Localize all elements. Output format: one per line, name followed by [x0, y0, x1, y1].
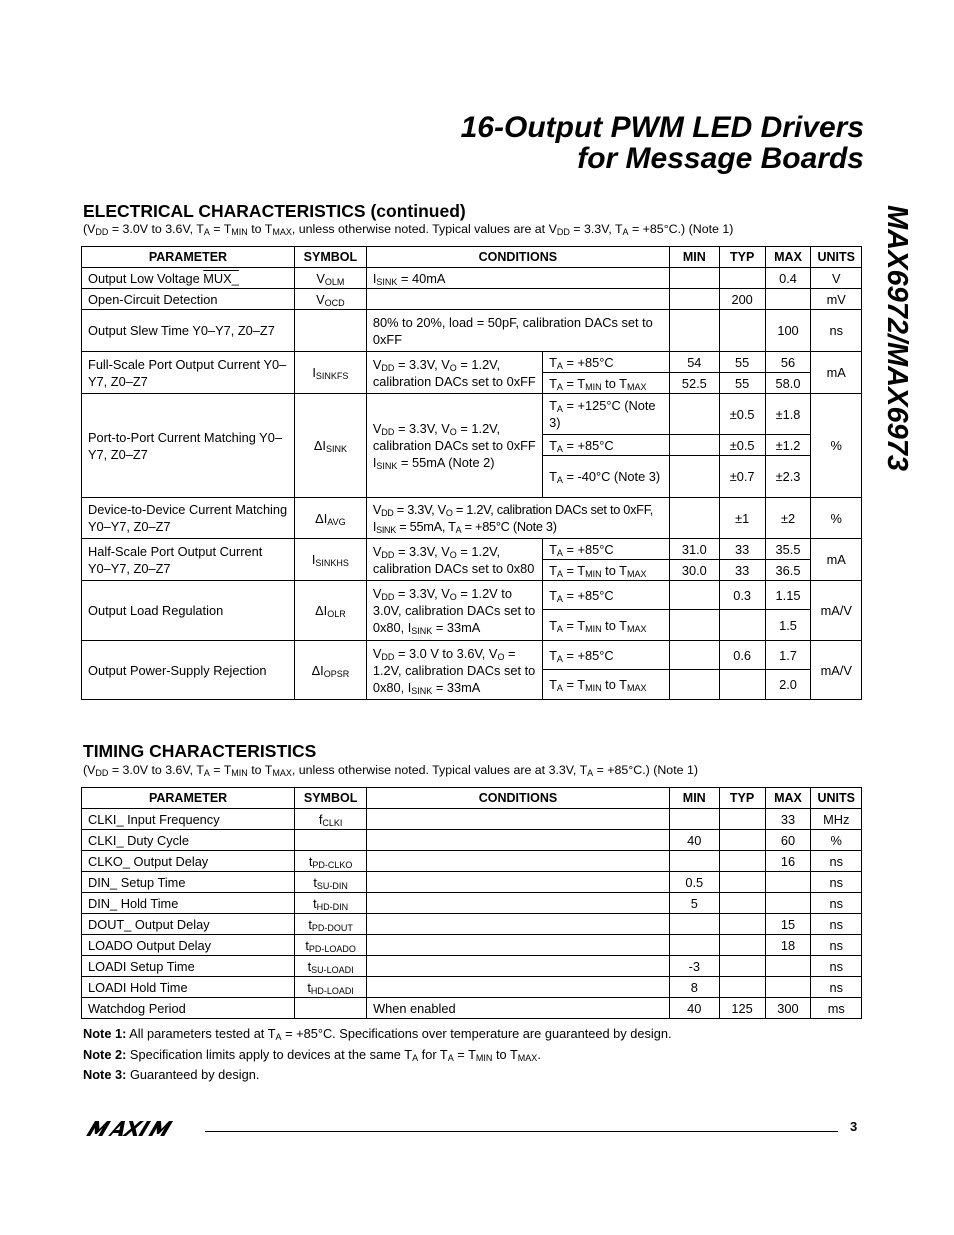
table-row: LOADI Hold Time $t_{HD-LOADI}$ 8 ns [82, 977, 862, 998]
table-row: $T_A = T_{MIN}$ to $T_{MAX}$ 52.5 55 58.0 [82, 373, 862, 394]
table-row: Half-Scale Port Output Current Y0–Y7, Z0–Z7 $I_{SINKHS}$ $V_{DD} = 3.3V$, $V_O = 1.2V$, calibration DACs set to 0x80 $T_A = +85^\circ C$ 31.0 33 35.5 mA [82, 539, 862, 560]
col-typ: TYP [719, 247, 765, 268]
tc-conditions-note: ($V_{DD} = 3.0V$ to 3.6V, $T_A = T_{MIN}$ to $T_{MAX}$, unless otherwise noted. Typical values are at 3.3V, $T_A = +85^\circ C$.) (Note 1) [83, 763, 698, 778]
cond-cell: $I_{SINK} = 40mA$ [366, 268, 669, 289]
symbol-cell: $t_{PD-CLKO}$ [295, 851, 367, 872]
symbol-cell: $t_{PD-LOADO}$ [295, 935, 367, 956]
subcond-cell: $T_A = +85^\circ C$ [543, 581, 670, 610]
subcond-cell: $T_A = -40^\circ C$ (Note 3) [543, 456, 670, 498]
table-row: DIN_ Setup Time $t_{SU-DIN}$ 0.5 ns [82, 872, 862, 893]
table-row: Output Slew Time Y0–Y7, Z0–Z7 80% to 20%, load = 50pF, calibration DACs set to 0xFF 100 ns [82, 310, 862, 352]
page-number: 3 [850, 1119, 858, 1134]
table-row: DIN_ Hold Time $t_{HD-DIN}$ 5 ns [82, 893, 862, 914]
note-3: Note 3: Guaranteed by design. [83, 1067, 260, 1082]
symbol-cell: $\Delta I_{OLR}$ [294, 581, 366, 641]
cond-cell: $V_{DD} = 3.3V$, $V_O = 1.2V$ to 3.0V, calibration DACs set to 0x80, $I_{SINK} = 33mA$ [366, 581, 542, 641]
table-row: CLKO_ Output Delay $t_{PD-CLKO}$ 16 ns [82, 851, 862, 872]
note-1: Note 1: All parameters tested at $T_A = +85^\circ C$. Specifications over temperature are guaranteed by design. [83, 1026, 672, 1042]
table-row: $T_A = +85^\circ C$ ±0.5 ±1.2 [82, 435, 862, 456]
subcond-cell: $T_A = T_{MIN}$ to $T_{MAX}$ [543, 670, 670, 700]
col-conditions: CONDITIONS [366, 247, 669, 268]
table-row: LOADO Output Delay $t_{PD-LOADO}$ 18 ns [82, 935, 862, 956]
table-row: LOADI Setup Time $t_{SU-LOADI}$ -3 ns [82, 956, 862, 977]
cond-cell: $V_{DD} = 3.0$ V to 3.6V, $V_O = 1.2V$, calibration DACs set to 0x80, $I_{SINK} = 33mA$ [366, 641, 542, 700]
footer-rule [205, 1131, 838, 1132]
table-row: Open-Circuit Detection $V_{OCD}$ 200 mV [82, 289, 862, 310]
cond-cell: $V_{DD} = 3.3V$, $V_O = 1.2V$, calibration DACs set to 0xFF, $I_{SINK} = 55mA$, $T_A = +85^\circ C$ (Note 3) [366, 498, 669, 539]
symbol-cell: $\Delta I_{AVG}$ [294, 498, 366, 539]
table-row: $T_A = T_{MIN}$ to $T_{MAX}$ 30.0 33 36.5 [82, 560, 862, 581]
table-row: Full-Scale Port Output Current Y0–Y7, Z0–Z7 $I_{SINKFS}$ $V_{DD} = 3.3V$, $V_O = 1.2V$, calibration DACs set to 0xFF $T_A = +85^\circ C$ 54 55 56 mA [82, 352, 862, 373]
table-row: CLKI_ Duty Cycle 40 60 % [82, 830, 862, 851]
subcond-cell: $T_A = +125^\circ C$ (Note 3) [543, 394, 670, 435]
col-units: UNITS [811, 247, 862, 268]
table-row: CLKI_ Input Frequency $f_{CLKI}$ 33 MHz [82, 809, 862, 830]
symbol-cell: $V_{OCD}$ [294, 289, 366, 310]
col-symbol: SYMBOL [294, 247, 366, 268]
symbol-cell: $t_{PD-DOUT}$ [295, 914, 367, 935]
subcond-cell: $T_A = +85^\circ C$ [543, 352, 670, 373]
symbol-cell: $I_{SINKHS}$ [294, 539, 366, 581]
tc-heading: TIMING CHARACTERISTICS [83, 741, 317, 761]
table-row: $T_A = -40^\circ C$ (Note 3) ±0.7 ±2.3 [82, 456, 862, 498]
table-row: DOUT_ Output Delay $t_{PD-DOUT}$ 15 ns [82, 914, 862, 935]
table-row: Device-to-Device Current Matching Y0–Y7, Z0–Z7 $\Delta I_{AVG}$ $V_{DD} = 3.3V$, $V_O = 1.2V$, calibration DACs set to 0xFF, $I_{SINK} = 55mA$, $T_A = +85^\circ C$ (Note 3) ±1 ±2 % [82, 498, 862, 539]
table-header-row [82, 247, 862, 268]
table-row: Output Low Voltage MUX_ $V_{OLM}$ $I_{SINK} = 40mA$ 0.4 V [82, 268, 862, 289]
symbol-cell: $I_{SINKFS}$ [294, 352, 366, 394]
symbol-cell: $t_{SU-DIN}$ [295, 872, 367, 893]
page-title: 16-Output PWM LED Drivers for Message Boards [460, 111, 864, 175]
tc-table [81, 787, 862, 1019]
col-max: MAX [765, 247, 811, 268]
table-row: Port-to-Port Current Matching Y0–Y7, Z0–Z7 $\Delta I_{SINK}$ $V_{DD} = 3.3V$, $V_O = 1.2V$, calibration DACs set to 0xFF $I_{SINK} = 55mA$ (Note 2) $T_A = +125^\circ C$ (Note 3) ±0.5 ±1.8 % [82, 394, 862, 435]
subcond-cell: $T_A = +85^\circ C$ [543, 539, 670, 560]
col-min: MIN [669, 247, 719, 268]
subcond-cell: $T_A = +85^\circ C$ [543, 641, 670, 670]
table-row: Watchdog Period When enabled 40 125 300 ms [82, 998, 862, 1019]
symbol-cell: $\Delta I_{SINK}$ [294, 394, 366, 498]
ec-table [81, 246, 862, 700]
table-row: Output Load Regulation $\Delta I_{OLR}$ $V_{DD} = 3.3V$, $V_O = 1.2V$ to 3.0V, calibration DACs set to 0x80, $I_{SINK} = 33mA$ $T_A = +85^\circ C$ 0.3 1.15 mA/V [82, 581, 862, 610]
ec-conditions-note: ($V_{DD} = 3.0V$ to 3.6V, $T_A = T_{MIN}$ to $T_{MAX}$, unless otherwise noted. Typical values are at $V_{DD} = 3.3V$, $T_A = +85^\circ C$.) (Note 1) [83, 222, 734, 237]
table-row: $T_A = T_{MIN}$ to $T_{MAX}$ 1.5 [82, 610, 862, 641]
symbol-cell: $t_{HD-LOADI}$ [295, 977, 367, 998]
subcond-cell: $T_A = +85^\circ C$ [543, 435, 670, 456]
cond-cell: $V_{DD} = 3.3V$, $V_O = 1.2V$, calibration DACs set to 0xFF $I_{SINK} = 55mA$ (Note 2) [366, 394, 542, 498]
subcond-cell: $T_A = T_{MIN}$ to $T_{MAX}$ [543, 610, 670, 641]
cond-cell: $V_{DD} = 3.3V$, $V_O = 1.2V$, calibration DACs set to 0xFF [366, 352, 542, 394]
subcond-cell: $T_A = T_{MIN}$ to $T_{MAX}$ [543, 373, 670, 394]
table-row: $T_A = T_{MIN}$ to $T_{MAX}$ 2.0 [82, 670, 862, 700]
cond-cell: $V_{DD} = 3.3V$, $V_O = 1.2V$, calibration DACs set to 0x80 [366, 539, 542, 581]
symbol-cell: $V_{OLM}$ [294, 268, 366, 289]
side-part-number: MAX6972/MAX6973 [881, 205, 913, 471]
symbol-cell: $t_{HD-DIN}$ [295, 893, 367, 914]
symbol-cell: $t_{SU-LOADI}$ [295, 956, 367, 977]
maxim-logo [84, 1118, 194, 1138]
symbol-cell: $f_{CLKI}$ [295, 809, 367, 830]
table-header-row: PARAMETER SYMBOL CONDITIONS MIN TYP MAX UNITS [82, 788, 862, 809]
col-parameter: PARAMETER [82, 247, 295, 268]
notes [83, 1024, 672, 1086]
param-cell: Output Low Voltage MUX_ [82, 268, 295, 289]
symbol-cell: $\Delta I_{OPSR}$ [294, 641, 366, 700]
subcond-cell: $T_A = T_{MIN}$ to $T_{MAX}$ [543, 560, 670, 581]
ec-heading: ELECTRICAL CHARACTERISTICS (continued) [83, 201, 466, 221]
table-row: Output Power-Supply Rejection $\Delta I_{OPSR}$ $V_{DD} = 3.0$ V to 3.6V, $V_O = 1.2V$, calibration DACs set to 0x80, $I_{SINK} = 33mA$ $T_A = +85^\circ C$ 0.6 1.7 mA/V [82, 641, 862, 670]
note-2: Note 2: Specification limits apply to devices at the same $T_A$ for $T_A = T_{MIN}$ to $T_{MAX}$. [83, 1046, 541, 1063]
